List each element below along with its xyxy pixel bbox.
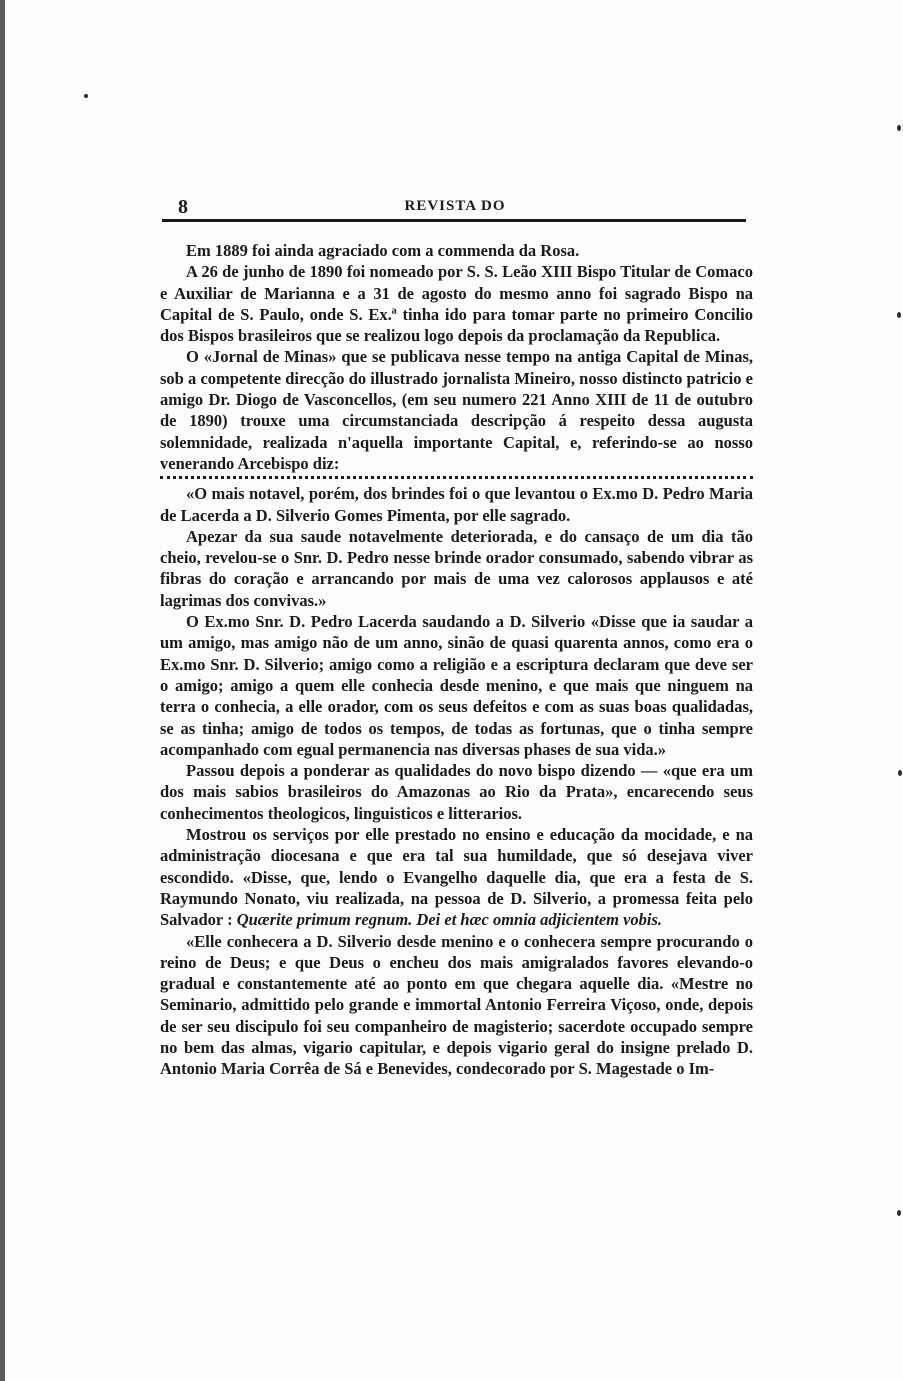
ink-speck (897, 312, 901, 318)
running-head: REVISTA DO (404, 198, 506, 214)
paragraph (160, 824, 753, 930)
paragraph: A 26 de junho de 1890 foi nomeado por S. S. Leão XIII Bispo Titular de Comaco e Auxiliar de Marianna e a 31 de agosto do mesmo anno foi sagrado Bispo na Capital de S. Paulo, onde S. Ex.ª tinha ido para tomar parte no primeiro Concilio dos Bispos brasileiros que se realizou logo depois da proclamação da Republica. (160, 262, 753, 346)
ink-speck (897, 125, 901, 131)
paragraph: O Ex.mo Snr. D. Pedro Lacerda saudando a D. Silverio «Disse que ia saudar a um amigo, mas amigo não de um anno, sinão de quasi quarenta annos, como era o Ex.mo Snr. D. Silverio; amigo como a religião e a escriptura declaram que deve ser o amigo; amigo a quem elle conhecia desde menino, e que mais que ninguem na terra o conhecia, a elle orador, com os seus defeitos e com as suas boas qualidadas, se as tinha; amigo de todos os tempos, de todas as fortunas, que o tinha sempre acompanhado com egual permanencia nas diversas phases de sua vida.» (160, 612, 753, 759)
ink-speck (897, 1210, 901, 1216)
paragraph-text: Mostrou os serviços por elle prestado no ensino e educação da mocidade, e na administração diocesana e que era tal sua humildade, que só desejava viver escondido. «Disse, que, lendo o Evangelho daquelle dia, que era a festa de S. Raymundo Nonato, viu realizada, na pessoa de D. Silverio, a promessa feita pelo Salvador : (160, 825, 753, 930)
body-text (160, 240, 753, 1080)
paragraph: «Elle conhecera a D. Silverio desde menino e o conhecera sempre procurando o reino de Deus; e que Deus o encheu dos mais amigralados favores elevando-o gradual e constantemente até ao ponto em que chegara aquelle dia. «Mestre no Seminario, admittido pelo grande e immortal Antonio Ferreira Viçoso, onde, depois de ser seu discipulo foi seu companheiro de magisterio; sacerdote occupado sempre no bem das almas, vigario capitular, e depois vigario geral do insigne prelado D. Antonio Maria Corrêa de Sá e Benevides, condecorado por S. Magestade o Im- (160, 931, 753, 1079)
ink-speck (84, 94, 88, 98)
paragraph: Passou depois a ponderar as qualidades do novo bispo dizendo — «que era um dos mais sabios brasileiros do Amazonas ao Rio da Prata», encarecendo seus conhecimentos theologicos, linguisticos e litterarios. (160, 761, 753, 823)
ink-speck (898, 770, 902, 776)
paragraph: Em 1889 foi ainda agraciado com a commenda da Rosa. (186, 241, 580, 260)
paragraph: Apezar da sua saude notavelmente deteriorada, e do cansaço de um dia tão cheio, revelou-se o Snr. D. Pedro nesse brinde orador consumado, sabendo vibrar as fibras do coração e arrancando por mais de uma vez calorosos applausos e até lagrimas dos convivas.» (160, 526, 753, 610)
latin-quotation: Quærite primum regnum. Dei et hæc omnia adjicientem vobis. (236, 910, 663, 930)
page-header (160, 192, 750, 222)
quote-paragraph: «O mais notavel, porém, dos brindes foi o que levantou o Ex.mo D. Pedro Maria de Lacerda a D. Silverio Gomes Pimenta, por elle sagrado. (160, 484, 753, 525)
page-edge-shadow (0, 0, 5, 1381)
dotted-separator (160, 476, 753, 479)
header-rule (162, 219, 746, 222)
page-number: 8 (178, 196, 188, 218)
paragraph: O «Jornal de Minas» que se publicava nesse tempo na antiga Capital de Minas, sob a competente direcção do illustrado jornalista Mineiro, nosso distincto patricio e amigo Dr. Diogo de Vasconcellos, (em seu numero 221 Anno XIII de 11 de outubro de 1890) trouxe uma circumstanciada descripção á respeito dessa augusta solemnidade, realizada n'aquella importante Capital, e, referindo-se ao nosso venerando Arcebispo diz: (160, 347, 753, 473)
